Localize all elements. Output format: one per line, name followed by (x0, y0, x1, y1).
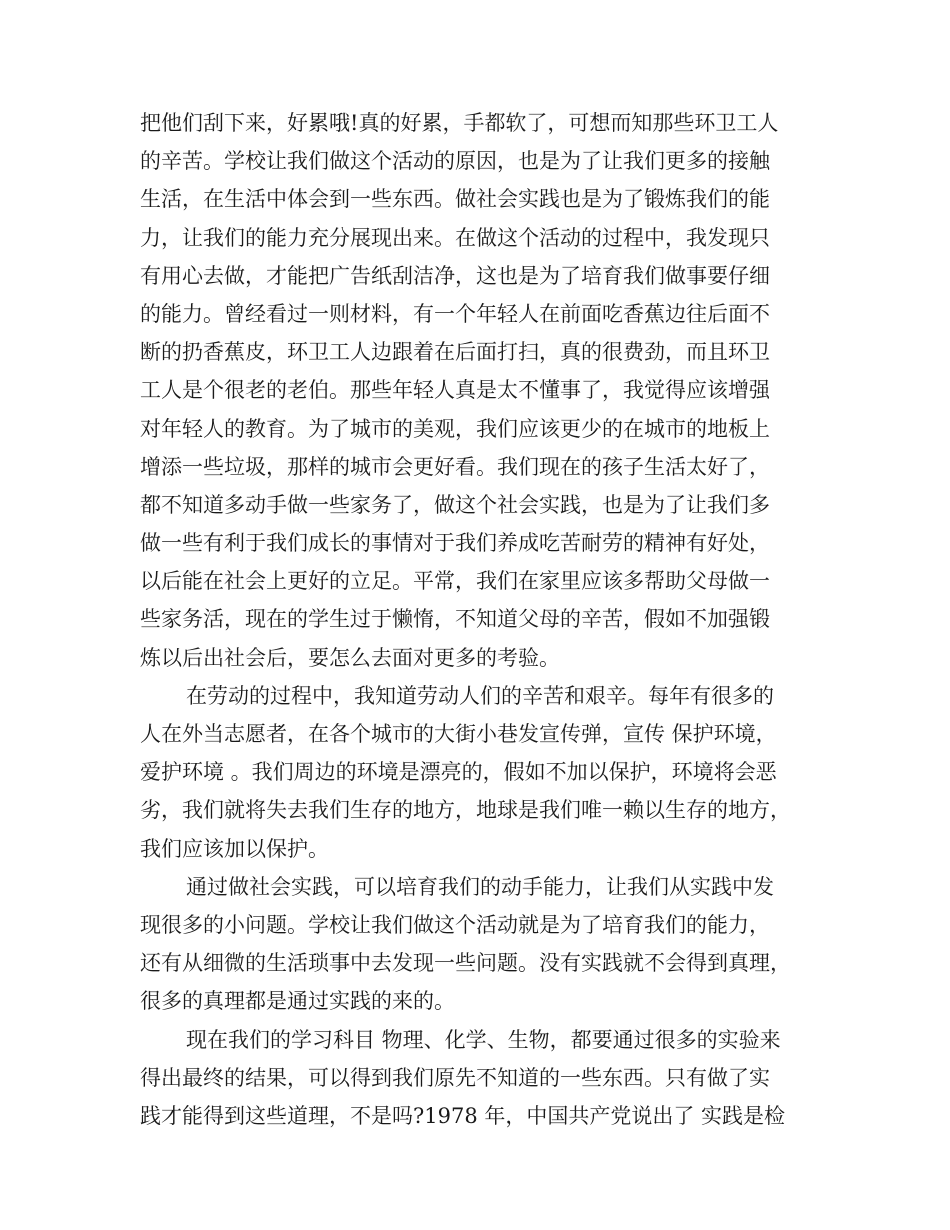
text-line: 有用心去做，才能把广告纸刮洁净，这也是为了培育我们做事要仔细 (140, 263, 770, 288)
text-line: 的辛苦。学校让我们做这个活动的原因，也是为了让我们更多的接触 (140, 149, 770, 174)
text-line: 生活，在生活中体会到一些东西。做社会实践也是为了锻炼我们的能 (140, 187, 770, 212)
text-line: 劣，我们就将失去我们生存的地方，地球是我们唯一赖以生存的地方， (140, 798, 791, 823)
paragraph-first-line: 通过做社会实践，可以培育我们的动手能力，让我们从实践中发 (186, 874, 774, 899)
text-line: 人在外当志愿者，在各个城市的大街小巷发宣传弹，宣传 保护环境， (140, 722, 777, 746)
text-line: 力，让我们的能力充分展现出来。在做这个活动的过程中，我发现只 (140, 225, 770, 250)
text-line: 炼以后出社会后，要怎么去面对更多的考验。 (140, 645, 560, 670)
text-line: 践才能得到这些道理，不是吗?1978 年，中国共产党说出了 实践是检 (140, 1103, 786, 1128)
text-line: 都不知道多动手做一些家务了，做这个社会实践，也是为了让我们多 (140, 492, 770, 517)
text-line: 断的扔香蕉皮，环卫工人边跟着在后面打扫，真的很费劲，而且环卫 (140, 340, 770, 365)
body-text (140, 104, 820, 1135)
text-line: 我们应该加以保护。 (140, 836, 329, 861)
text-line: 工人是个很老的老伯。那些年轻人真是太不懂事了，我觉得应该增强 (140, 378, 770, 403)
text-line: 的能力。曾经看过一则材料，有一个年轻人在前面吃香蕉边往后面不 (140, 301, 770, 326)
text-line: 做一些有利于我们成长的事情对于我们养成吃苦耐劳的精神有好处， (140, 531, 770, 556)
text-line: 以后能在社会上更好的立足。平常，我们在家里应该多帮助父母做一 (140, 569, 770, 594)
text-line: 增添一些垃圾，那样的城市会更好看。我们现在的孩子生活太好了， (140, 454, 770, 479)
text-line: 很多的真理都是通过实践的来的。 (140, 989, 455, 1014)
text-line: 得出最终的结果，可以得到我们原先不知道的一些东西。只有做了实 (140, 1065, 770, 1090)
paragraph-first-line: 现在我们的学习科目 物理、化学、生物，都要通过很多的实验来 (186, 1027, 781, 1052)
text-line: 把他们刮下来，好累哦!真的好累，手都软了，可想而知那些环卫工人 (140, 111, 779, 135)
text-line: 对年轻人的教育。为了城市的美观，我们应该更少的在城市的地板上 (140, 416, 770, 441)
text-line: 爱护环境 。我们周边的环境是漂亮的，假如不加以保护，环境将会恶 (140, 760, 777, 785)
text-line: 还有从细微的生活琐事中去发现一些问题。没有实践就不会得到真理， (140, 951, 791, 976)
paragraph-first-line: 在劳动的过程中，我知道劳动人们的辛苦和艰辛。每年有很多的 (186, 683, 774, 708)
text-line: 现很多的小问题。学校让我们做这个活动就是为了培育我们的能力， (140, 912, 770, 937)
text-line: 些家务活，现在的学生过于懒惰，不知道父母的辛苦，假如不加强锻 (140, 607, 770, 632)
